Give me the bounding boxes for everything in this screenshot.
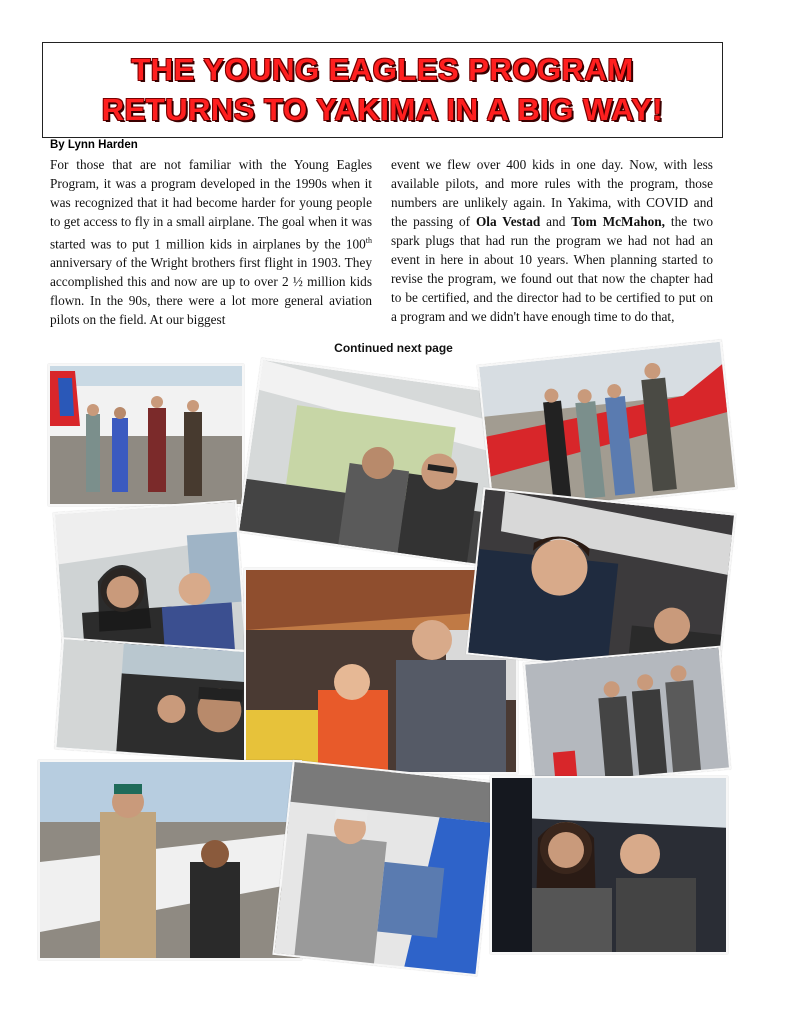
article-column-right: [391, 155, 713, 326]
photo-cockpit-pilot-boy: [237, 358, 505, 567]
headline-line-1: THE YOUNG EAGLES PROGRAM: [131, 52, 634, 87]
photo-hangar-group: [523, 646, 731, 787]
photo-pilot-headset: [54, 637, 261, 763]
article-column-left: [50, 155, 372, 329]
byline: By Lynn Harden: [50, 139, 138, 151]
name-ola-vestad: Ola Vestad: [475, 214, 541, 229]
right-column-text: [391, 155, 713, 326]
photo-two-kids-in-plane: [490, 776, 728, 954]
left-column-text: [50, 155, 372, 329]
name-tom-mcmahon: Tom McMahon,: [571, 214, 665, 229]
right-text-part-2: and: [540, 214, 572, 229]
photo-group-by-plane: [48, 364, 244, 506]
right-text-part-1: event we flew over 400 kids in one day. Now, with less available pilots, and more rules with the program, those numbers are unlikely again. In Yakima, with COVID and the passing of: [391, 157, 713, 229]
left-text-part-2: anniversary of the Wright brothers first flight in 1903. They accomplished this and now are up to over 2 ½ million kids flown. In the 90s, there were a lot more general aviation pilots on the field. At our biggest: [50, 255, 372, 328]
ordinal-suffix: th: [365, 236, 372, 245]
photo-man-blue-plane: [272, 760, 497, 976]
left-text-part-1: For those that are not familiar with the Young Eagles Program, it was a program developed in the 1990s when it was recognized that it had become harder for young people to get access to fly in a small airplane. The goal when it was started was to put 1 million kids in airplanes by the 100: [50, 157, 372, 252]
title-box: [42, 42, 723, 138]
photo-group-red-plane: [477, 340, 737, 515]
right-text-part-3: the two spark plugs that had run the program we had not had an event in here in about 10 years. When planning started to revise the program, we found out that now the chapter had to be certified, and the director had to be certified to put on a program and we didn't have enough time to do that,: [391, 214, 713, 324]
photo-man-and-boy-by-plane: [38, 760, 302, 960]
continued-note: Continued next page: [334, 341, 453, 355]
headline-line-2: RETURNS TO YAKIMA IN A BIG WAY!: [101, 92, 664, 127]
